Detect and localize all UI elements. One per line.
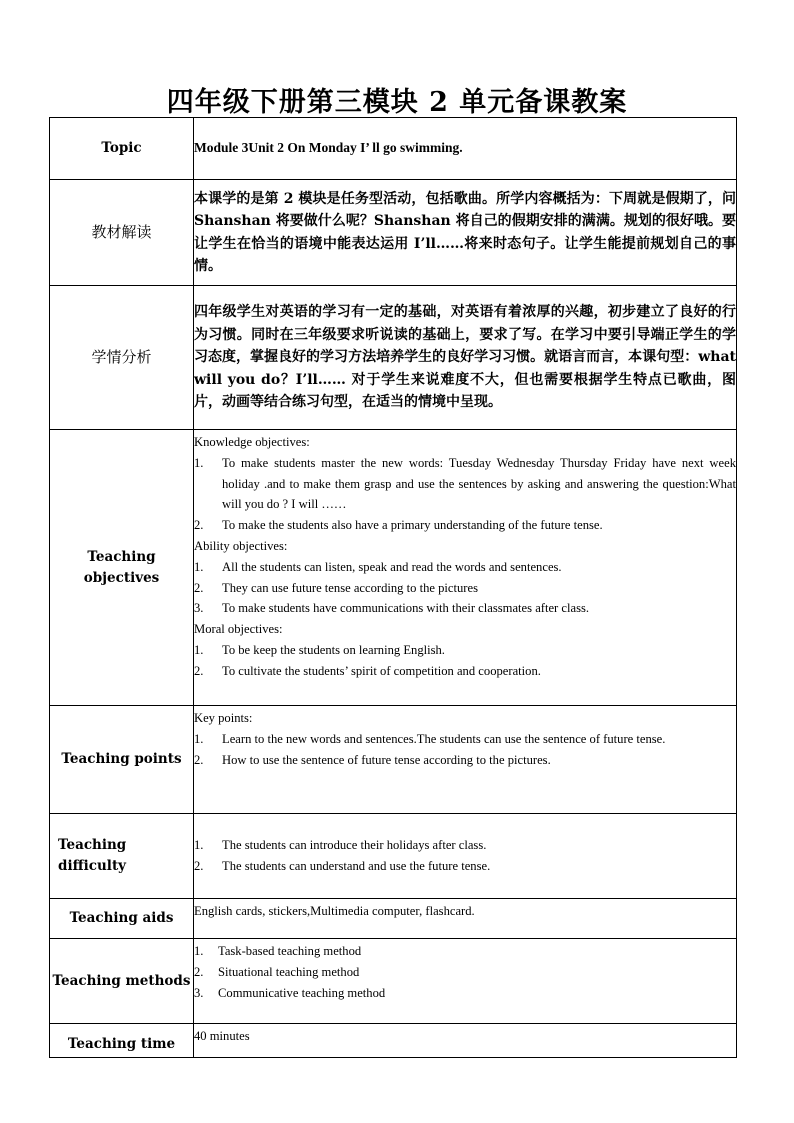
list-item — [194, 515, 736, 536]
item-text: The students can introduce their holidays after class. — [222, 838, 487, 853]
item-number: 3. — [194, 601, 204, 616]
list-item — [194, 856, 736, 877]
item-number: 2. — [194, 752, 204, 767]
label-difficulty — [50, 814, 194, 899]
content-difficulty — [194, 814, 737, 899]
item-number: 1. — [194, 944, 204, 958]
item-text: Communicative teaching method — [218, 985, 386, 1000]
label-material: 教材解读 — [50, 180, 194, 286]
page-title: 四年级下册第三模块 2 单元备课教案 — [166, 87, 628, 118]
moral-heading: Moral objectives: — [194, 622, 283, 637]
list-item — [194, 661, 736, 682]
label-time: Teaching time — [50, 1024, 194, 1058]
list-item — [194, 835, 736, 856]
item-number: 2. — [194, 859, 204, 873]
item-number: 1. — [194, 838, 204, 853]
content-points — [194, 706, 737, 814]
row-objectives — [50, 430, 737, 706]
item-number: 2. — [194, 518, 204, 533]
list-item — [194, 941, 736, 962]
ability-heading: Ability objectives: — [194, 538, 288, 553]
label-methods: Teaching methods — [50, 939, 194, 1024]
list-item — [194, 983, 736, 1004]
item-number: 2. — [194, 580, 204, 595]
item-number: 1. — [194, 642, 204, 657]
lesson-plan-table — [49, 117, 737, 1058]
list-item — [194, 640, 736, 661]
row-time — [50, 1024, 737, 1058]
item-text: The students can understand and use the future tense. — [222, 859, 491, 873]
item-text: To be keep the students on learning English. — [222, 642, 445, 657]
content-time: 40 minutes — [194, 1024, 737, 1058]
row-material — [50, 180, 737, 286]
label-difficulty-text: Teaching difficulty — [58, 837, 127, 874]
list-item — [194, 962, 736, 983]
item-number: 1. — [194, 559, 204, 574]
content-methods — [194, 939, 737, 1024]
list-item — [194, 598, 736, 619]
row-difficulty — [50, 814, 737, 899]
label-topic: Topic — [50, 118, 194, 180]
item-text: They can use future tense according to the pictures — [222, 580, 478, 595]
item-text: To make the students also have a primary understanding of the future tense. — [222, 518, 603, 533]
row-methods — [50, 939, 737, 1024]
list-item — [194, 578, 736, 599]
list-item — [194, 729, 736, 750]
item-text: Situational teaching method — [218, 964, 360, 979]
label-students: 学情分析 — [50, 286, 194, 430]
row-students — [50, 286, 737, 430]
item-number: 2. — [194, 964, 204, 979]
item-number: 1. — [194, 731, 204, 746]
item-text: Learn to the new words and sentences.The students can use the sentence of future tense. — [222, 731, 666, 746]
item-number: 1. — [194, 455, 204, 470]
list-item — [194, 750, 736, 771]
item-text: To cultivate the students’ spirit of competition and cooperation. — [222, 663, 541, 678]
list-item — [194, 453, 736, 515]
label-objectives — [50, 430, 194, 706]
content-objectives — [194, 430, 737, 706]
item-text: To make students master the new words: Tuesday Wednesday Thursday Friday have next week holiday .and to make them grasp and use the sentences by asking and answering the question:What will you do ? I will …… — [222, 455, 736, 512]
content-material: 本课学的是第 2 模块是任务型活动，包括歌曲。所学内容概括为：下周就是假期了，问 Shanshan 将要做什么呢？Shanshan 将自己的假期安排的满满。规划的很好哦。要让学生在恰当的语境中能表达运用 I’ll……将来时态句子。让学生能提前规划自己的事情。 — [194, 180, 737, 286]
item-text: Task-based teaching method — [218, 944, 362, 958]
item-text: To make students have communications with their classmates after class. — [222, 601, 590, 616]
content-topic: Module 3Unit 2 On Monday I’ ll go swimming. — [194, 118, 737, 180]
content-aids: English cards, stickers,Multimedia computer, flashcard. — [194, 899, 737, 939]
list-item — [194, 557, 736, 578]
item-text: How to use the sentence of future tense according to the pictures. — [222, 752, 551, 767]
label-objectives-text: Teaching objectives — [83, 548, 160, 586]
knowledge-heading: Knowledge objectives: — [194, 435, 310, 449]
item-text: All the students can listen, speak and read the words and sentences. — [222, 559, 562, 574]
row-topic — [50, 118, 737, 180]
label-points: Teaching points — [50, 706, 194, 814]
content-students: 四年级学生对英语的学习有一定的基础，对英语有着浓厚的兴趣，初步建立了良好的行为习惯。同时在三年级要求听说读的基础上，要求了写。在学习中要引导端正学生的学习态度，掌握良好的学习方法培养学生的良好学习习惯。就语言而言，本课句型：what will you do？I’ll…… 对于学生来说难度不大，但也需要根据学生特点已歌曲，图片，动画等结合练习句型，在适当的情境中呈现。 — [194, 286, 737, 430]
item-number: 2. — [194, 663, 204, 678]
item-number: 3. — [194, 985, 204, 1000]
row-points — [50, 706, 737, 814]
label-aids: Teaching aids — [50, 899, 194, 939]
row-aids — [50, 899, 737, 939]
key-points-heading: Key points: — [194, 711, 253, 725]
